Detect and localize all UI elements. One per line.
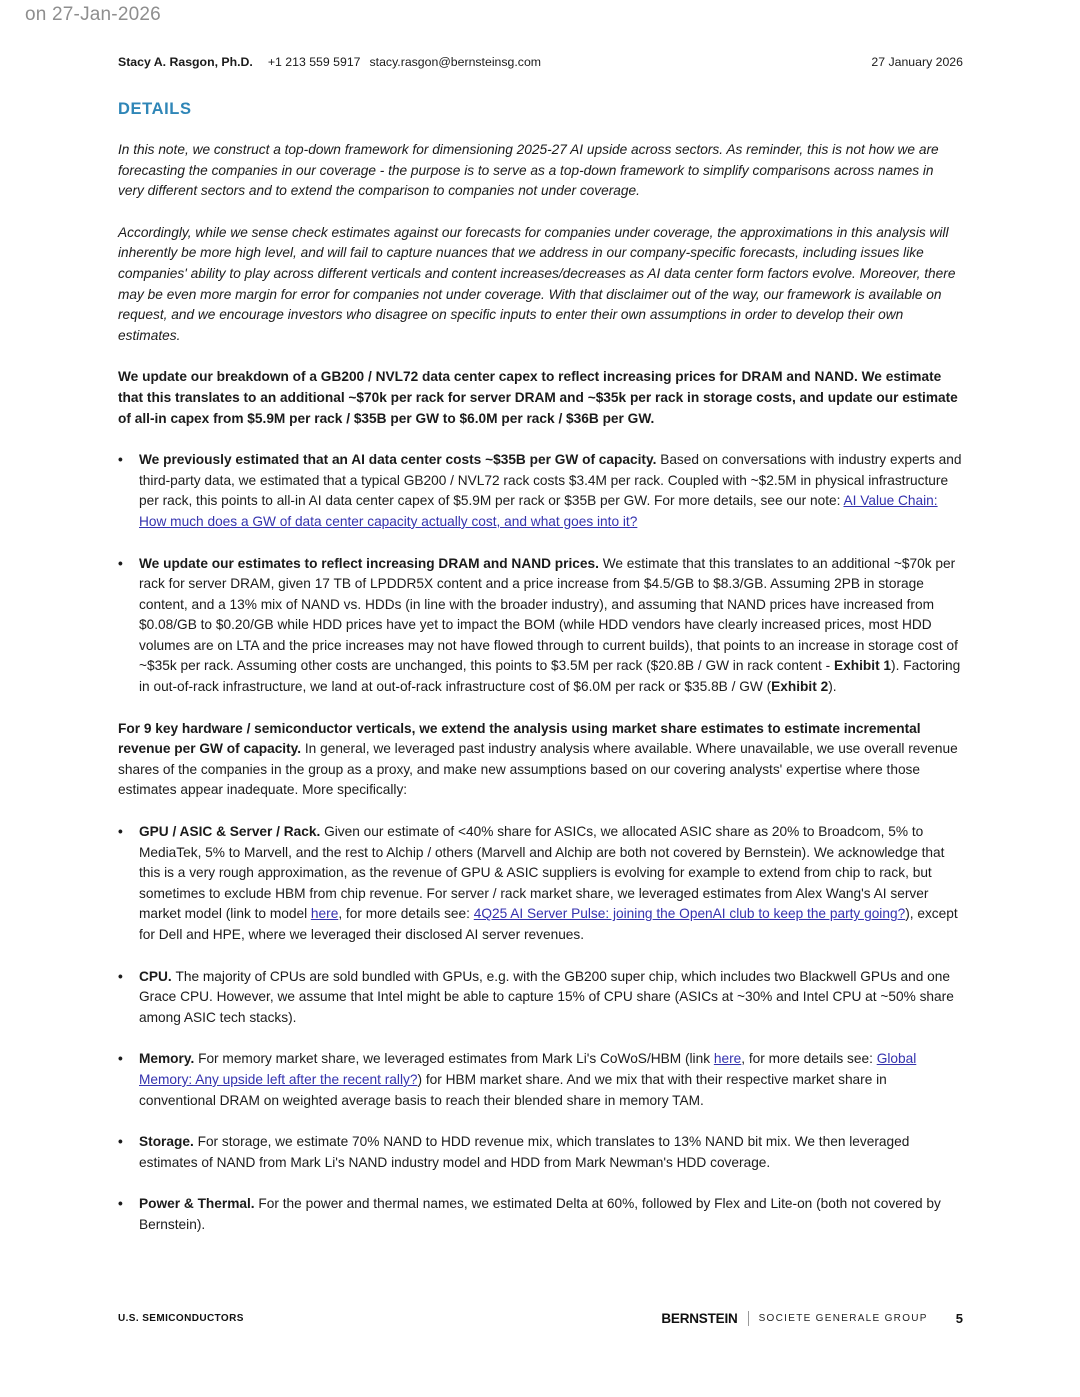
bold-text-run: For 9 key hardware / semiconductor verticals, we extend the analysis using market share estimates to estimate incremental revenue per GW of capacity. bbox=[118, 720, 921, 757]
text-run: In general, we leveraged past industry analysis where available. Where unavailable, we use overall revenue shares of the companies in the group as a proxy, and make new assumptions based on our covering analysts' expertise where those estimates appear inadequate. More specifically: bbox=[118, 741, 958, 798]
inline-doc-link[interactable]: here bbox=[310, 906, 339, 922]
bold-text-run: GPU / ASIC & Server / Rack. bbox=[139, 824, 325, 840]
bullet-text bbox=[139, 554, 963, 698]
summary-lede: We update our breakdown of a GB200 / NVL72 data center capex to reflect increasing prices for DRAM and NAND. We estimate that this translates to an additional ~$70k per rack for server DRAM and ~$35k per rack in storage costs, and update our estimate of all-in capex from $5.9M per rack / $35B per GW to $6.0M per rack / $36B per GW. bbox=[118, 369, 958, 426]
bullet-vertical-storage bbox=[118, 1132, 963, 1173]
bold-text-run: We update our estimates to reflect increasing DRAM and NAND prices. bbox=[139, 555, 603, 571]
text-run: For storage, we estimate 70% NAND to HDD revenue mix, which translates to 13% NAND bit mix. We then leveraged estimates of NAND from Mark Li's NAND industry model and HDD from Mark Newman's HDD coverage. bbox=[139, 1134, 910, 1170]
bullet-text bbox=[139, 1194, 963, 1235]
report-date: 27 January 2026 bbox=[871, 55, 963, 69]
bullet-marker: • bbox=[118, 968, 123, 984]
author-name: Stacy A. Rasgon, Ph.D. bbox=[118, 55, 253, 69]
text-run: ) for HBM market share. And we mix that with their respective market share in conventional DRAM on weighted average basis to reach their blended share in memory TAM. bbox=[139, 1071, 887, 1108]
framework-paragraph bbox=[118, 719, 963, 801]
section-title-details: DETAILS bbox=[118, 100, 192, 118]
page-footer bbox=[118, 1311, 963, 1326]
bold-text-run: Storage. bbox=[139, 1134, 198, 1150]
text-run: ). Factoring in out-of-rack infrastructure, we land at out-of-rack infrastructure cost of $6.0M per rack or $35.8B / GW ( bbox=[139, 658, 961, 695]
report-header bbox=[118, 55, 963, 69]
text-run: ), except for Dell and HPE, where we leveraged their disclosed AI server revenues. bbox=[139, 906, 958, 942]
bullet-text bbox=[139, 450, 963, 532]
text-run: Based on conversations with industry experts and third-party data, we estimated that a typical GB200 / NVL72 rack costs $3.4M per rack. Coupled with ~$2.5M in physical infrastructure per rack, this points to all-in AI data center capex of $5.9M per rack or $35B per GW. For more details, see our note: bbox=[139, 452, 962, 509]
footer-brand-block bbox=[661, 1311, 963, 1326]
text-run: , for more details see: bbox=[741, 1051, 877, 1067]
bold-text-run: CPU. bbox=[139, 968, 176, 984]
bernstein-logo: BERNSTEIN bbox=[661, 1311, 738, 1326]
bullet-vertical-cpu bbox=[118, 967, 963, 1029]
inline-doc-link[interactable]: here bbox=[713, 1051, 742, 1067]
intro-paragraph-2: Accordingly, while we sense check estimates against our forecasts for companies under coverage, the approximations in this analysis will inherently be more high level, and will fail to capture nuances that we address in our company-specific forecasts, including issues like companies' ability to play across different verticals and content increases/decreases as AI data center form factors evolve. Moreover, there may be even more margin for error for companies not under coverage. With that disclaimer out of the way, our framework is available on request, and we encourage investors who disagree on specific inputs to enter their own assumptions in order to develop their own estimates. bbox=[118, 224, 956, 343]
bullet-text bbox=[139, 822, 963, 946]
bold-text-run: We previously estimated that an AI data center costs ~$35B per GW of capacity. bbox=[139, 452, 661, 468]
bullet-text bbox=[139, 1049, 963, 1111]
bullet-capex-2 bbox=[118, 554, 963, 698]
bullet-marker: • bbox=[118, 1051, 123, 1067]
bullet-marker: • bbox=[118, 452, 123, 468]
bullet-vertical-gpu bbox=[118, 822, 963, 946]
bullet-marker: • bbox=[118, 824, 123, 840]
author-phone: +1 213 559 5917 bbox=[267, 55, 361, 69]
bullet-marker: • bbox=[118, 1196, 123, 1212]
bullet-text bbox=[139, 967, 963, 1029]
document-body bbox=[118, 0, 963, 1236]
bullet-marker: • bbox=[118, 1134, 123, 1150]
text-run: For memory market share, we leveraged estimates from Mark Li's CoWoS/HBM (link bbox=[198, 1051, 714, 1067]
bullet-vertical-memory bbox=[118, 1049, 963, 1111]
author-email[interactable]: stacy.rasgon@bernsteinsg.com bbox=[369, 55, 542, 69]
page-top-note: on 27-Jan-2026 bbox=[25, 4, 161, 25]
text-run: , for more details see: bbox=[338, 906, 474, 922]
text-run: We estimate that this translates to an additional ~$70k per rack for server DRAM, given 17 TB of LPDDR5X content and a price increase from $4.5/GB to $8.3/GB. Assuming 2PB in storage content, and a 13% mix of NAND vs. HDDs (in line with the broader industry), and assuming that NAND prices have increased from $0.08/GB to $0.20/GB while HDD prices have yet to impact the BOM (while HDD vendors have clearly increased prices, most HDD volumes are on LTA and the price increases may not have flowed through to current builds), that points to an increase in storage cost of ~$35k per rack. Assuming other costs are unchanged, this points to $3.5M per rack ($20.8B / GW in rack content - bbox=[139, 555, 958, 674]
bold-text-run: Exhibit 2 bbox=[771, 679, 829, 695]
footer-divider bbox=[748, 1311, 749, 1326]
bold-text-run: Power & Thermal. bbox=[139, 1196, 259, 1212]
inline-doc-link[interactable]: 4Q25 AI Server Pulse: joining the OpenAI club to keep the party going? bbox=[473, 906, 906, 922]
text-run: ). bbox=[828, 679, 837, 695]
intro-paragraph-1: In this note, we construct a top-down framework for dimensioning 2025-27 AI upside across sectors. As reminder, this is not how we are forecasting the companies in our coverage - the purpose is to serve as a top-down framework to simplify comparisons across names in very different sectors and to extend the comparison to companies not under coverage. bbox=[118, 142, 939, 199]
text-run: For the power and thermal names, we estimated Delta at 60%, followed by Flex and Lite-on (both not covered by Bernstein). bbox=[139, 1196, 941, 1232]
inline-doc-link[interactable]: AI Value Chain: How much does a GW of data center capacity actually cost, and what goes into it? bbox=[139, 493, 938, 529]
bullet-marker: • bbox=[118, 555, 123, 571]
bullet-vertical-power-thermal bbox=[118, 1194, 963, 1235]
bold-text-run: Memory. bbox=[139, 1051, 199, 1067]
text-run: The majority of CPUs are sold bundled with GPUs, e.g. with the GB200 super chip, which includes two Blackwell GPUs and one Grace CPU. However, we assume that Intel might be able to capture 15% of CPU share (ASICs at ~30% and Intel CPU at ~50% share among ASIC tech stacks). bbox=[139, 968, 954, 1025]
bold-text-run: Exhibit 1 bbox=[834, 658, 892, 674]
inline-doc-link[interactable]: Global Memory: Any upside left after the recent rally? bbox=[139, 1051, 917, 1087]
bullet-text bbox=[139, 1132, 963, 1173]
page-number: 5 bbox=[955, 1311, 963, 1326]
bullet-capex-1 bbox=[118, 450, 963, 532]
societe-generale-label: SOCIETE GENERALE GROUP bbox=[758, 1313, 928, 1324]
footer-sector-label: U.S. SEMICONDUCTORS bbox=[118, 1313, 244, 1324]
text-run: Given our estimate of <40% share for ASICs, we allocated ASIC share as 20% to Broadcom, 5% to MediaTek, 5% to Marvell, and the rest to Alchip / others (Marvell and Alchip are both not covered by Bernstein). We acknowledge that this is a very rough approximation, as the revenue of GPU & ASIC suppliers is evolving for example to extend from chip to rack, but sometimes to exclude HBM from chip revenue. For server / rack market share, we leveraged estimates from Alex Wang's AI server market model (link to model bbox=[139, 824, 945, 922]
